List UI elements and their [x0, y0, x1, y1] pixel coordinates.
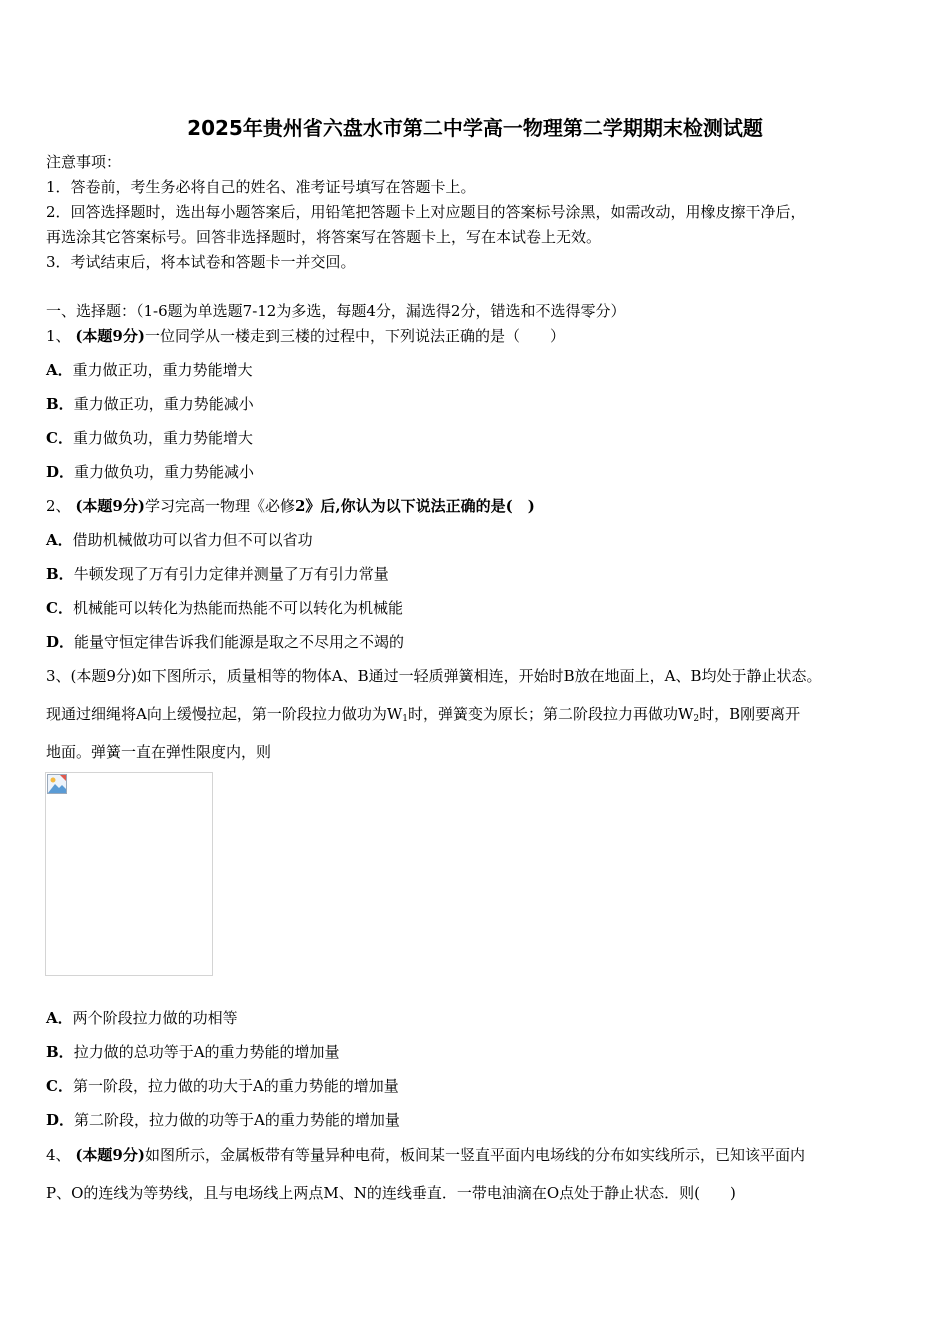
q4-number: 4、 — [46, 1146, 71, 1164]
q2-text-c: 后,你认为以下说法正确的是( ) — [320, 497, 535, 515]
q1-option-b — [46, 394, 254, 414]
q1-option-b-label: B． — [46, 395, 74, 413]
q2-option-c-text: 机械能可以转化为热能而热能不可以转化为机械能 — [72, 599, 403, 617]
q3-line-1: 3、(本题9分)如下图所示，质量相等的物体A、B通过一轻质弹簧相连，开始时B放在地面上，A、B均处于静止状态。 — [46, 667, 822, 685]
notice-item-1: 1．答卷前，考生务必将自己的姓名、准考证号填写在答题卡上。 — [46, 178, 476, 196]
q2-option-d-label: D． — [46, 633, 75, 651]
q3-line-2-c: 时，B刚要离开 — [699, 705, 801, 723]
q3-option-d — [46, 1110, 400, 1130]
q2-option-a-text: 借助机械做功可以省力但不可以省功 — [72, 531, 313, 549]
q3-line-2-a: 现通过细绳将A向上缓慢拉起，第一阶段拉力做功为W — [46, 705, 403, 723]
q3-option-c — [46, 1076, 399, 1096]
q3-option-b-text: 拉力做的总功等于A的重力势能的增加量 — [73, 1043, 340, 1061]
broken-image-icon — [47, 774, 67, 794]
q1-option-a — [46, 360, 253, 380]
q3-option-a-label: A． — [46, 1009, 73, 1027]
notice-item-2-cont: 再选涂其它答案标号。回答非选择题时，将答案写在答题卡上，写在本试卷上无效。 — [46, 228, 602, 246]
q2-option-d-text: 能量守恒定律告诉我们能源是取之不尽用之不竭的 — [74, 633, 405, 651]
exam-title: 2025年贵州省六盘水市第二中学高一物理第二学期期末检测试题 — [187, 116, 763, 140]
q3-option-c-text: 第一阶段，拉力做的功大于A的重力势能的增加量 — [72, 1077, 399, 1095]
q2-option-b-label: B． — [46, 565, 74, 583]
q3-option-c-label: C． — [46, 1077, 73, 1095]
q1-option-a-text: 重力做正功，重力势能增大 — [72, 361, 253, 379]
q2-stem — [46, 496, 535, 516]
section-heading: 一、选择题：（1-6题为单选题7-12为多选，每题4分，漏选得2分，错选和不选得零分） — [46, 302, 626, 320]
q3-option-d-label: D． — [46, 1111, 75, 1129]
q2-option-b-text: 牛顿发现了万有引力定律并测量了万有引力常量 — [73, 565, 389, 583]
q3-line-2-b: 时，弹簧变为原长；第二阶段拉力再做功W — [408, 705, 694, 723]
q3-subscript-2: 2 — [693, 714, 700, 724]
q1-text: 一位同学从一楼走到三楼的过程中，下列说法正确的是（ ） — [144, 327, 565, 345]
q3-subscript-1: 1 — [402, 714, 408, 724]
q2-option-c-label: C． — [46, 599, 73, 617]
q3-figure-placeholder — [45, 772, 213, 976]
q2-tag: (本题9分) — [75, 497, 145, 515]
q2-text-b: 2》 — [294, 497, 321, 515]
q2-option-b — [46, 564, 389, 584]
q3-line-3: 地面。弹簧一直在弹性限度内，则 — [46, 743, 272, 761]
q4-line-1 — [46, 1145, 805, 1165]
q4-tag: (本题9分) — [75, 1146, 145, 1164]
q3-option-b — [46, 1042, 340, 1062]
q1-option-c-text: 重力做负功，重力势能增大 — [72, 429, 253, 447]
q2-text-a: 学习完高一物理《必修 — [144, 497, 295, 515]
q3-option-a-text: 两个阶段拉力做的功相等 — [72, 1009, 238, 1027]
q2-option-a — [46, 530, 313, 550]
q4-text-1: 如图所示，金属板带有等量异种电荷，板间某一竖直平面内电场线的分布如实线所示，已知该平面内 — [144, 1146, 805, 1164]
q1-option-d — [46, 462, 254, 482]
q1-tag: (本题9分) — [75, 327, 145, 345]
q3-option-d-text: 第二阶段，拉力做的功等于A的重力势能的增加量 — [74, 1111, 400, 1129]
q1-option-c-label: C． — [46, 429, 73, 447]
q2-option-a-label: A． — [46, 531, 73, 549]
q1-number: 1、 — [46, 327, 71, 345]
q3-option-a — [46, 1008, 238, 1028]
q1-option-a-label: A． — [46, 361, 73, 379]
q1-stem — [46, 326, 565, 346]
notice-item-3: 3．考试结束后，将本试卷和答题卡一并交回。 — [46, 253, 356, 271]
q1-option-d-label: D． — [46, 463, 75, 481]
q2-option-c — [46, 598, 403, 618]
notice-item-2: 2．回答选择题时，选出每小题答案后，用铅笔把答题卡上对应题目的答案标号涂黑，如需改动，用橡皮擦干净后， — [46, 203, 806, 221]
q1-option-c — [46, 428, 253, 448]
q3-line-2 — [46, 704, 800, 729]
q4-line-2: P、O的连线为等势线，且与电场线上两点M、N的连线垂直．一带电油滴在O点处于静止状态．则( ) — [46, 1184, 736, 1202]
q1-option-d-text: 重力做负功，重力势能减小 — [74, 463, 255, 481]
q3-option-b-label: B． — [46, 1043, 74, 1061]
q2-number: 2、 — [46, 497, 71, 515]
q1-option-b-text: 重力做正功，重力势能减小 — [73, 395, 254, 413]
notice-heading: 注意事项： — [46, 153, 122, 171]
q2-option-d — [46, 632, 404, 652]
